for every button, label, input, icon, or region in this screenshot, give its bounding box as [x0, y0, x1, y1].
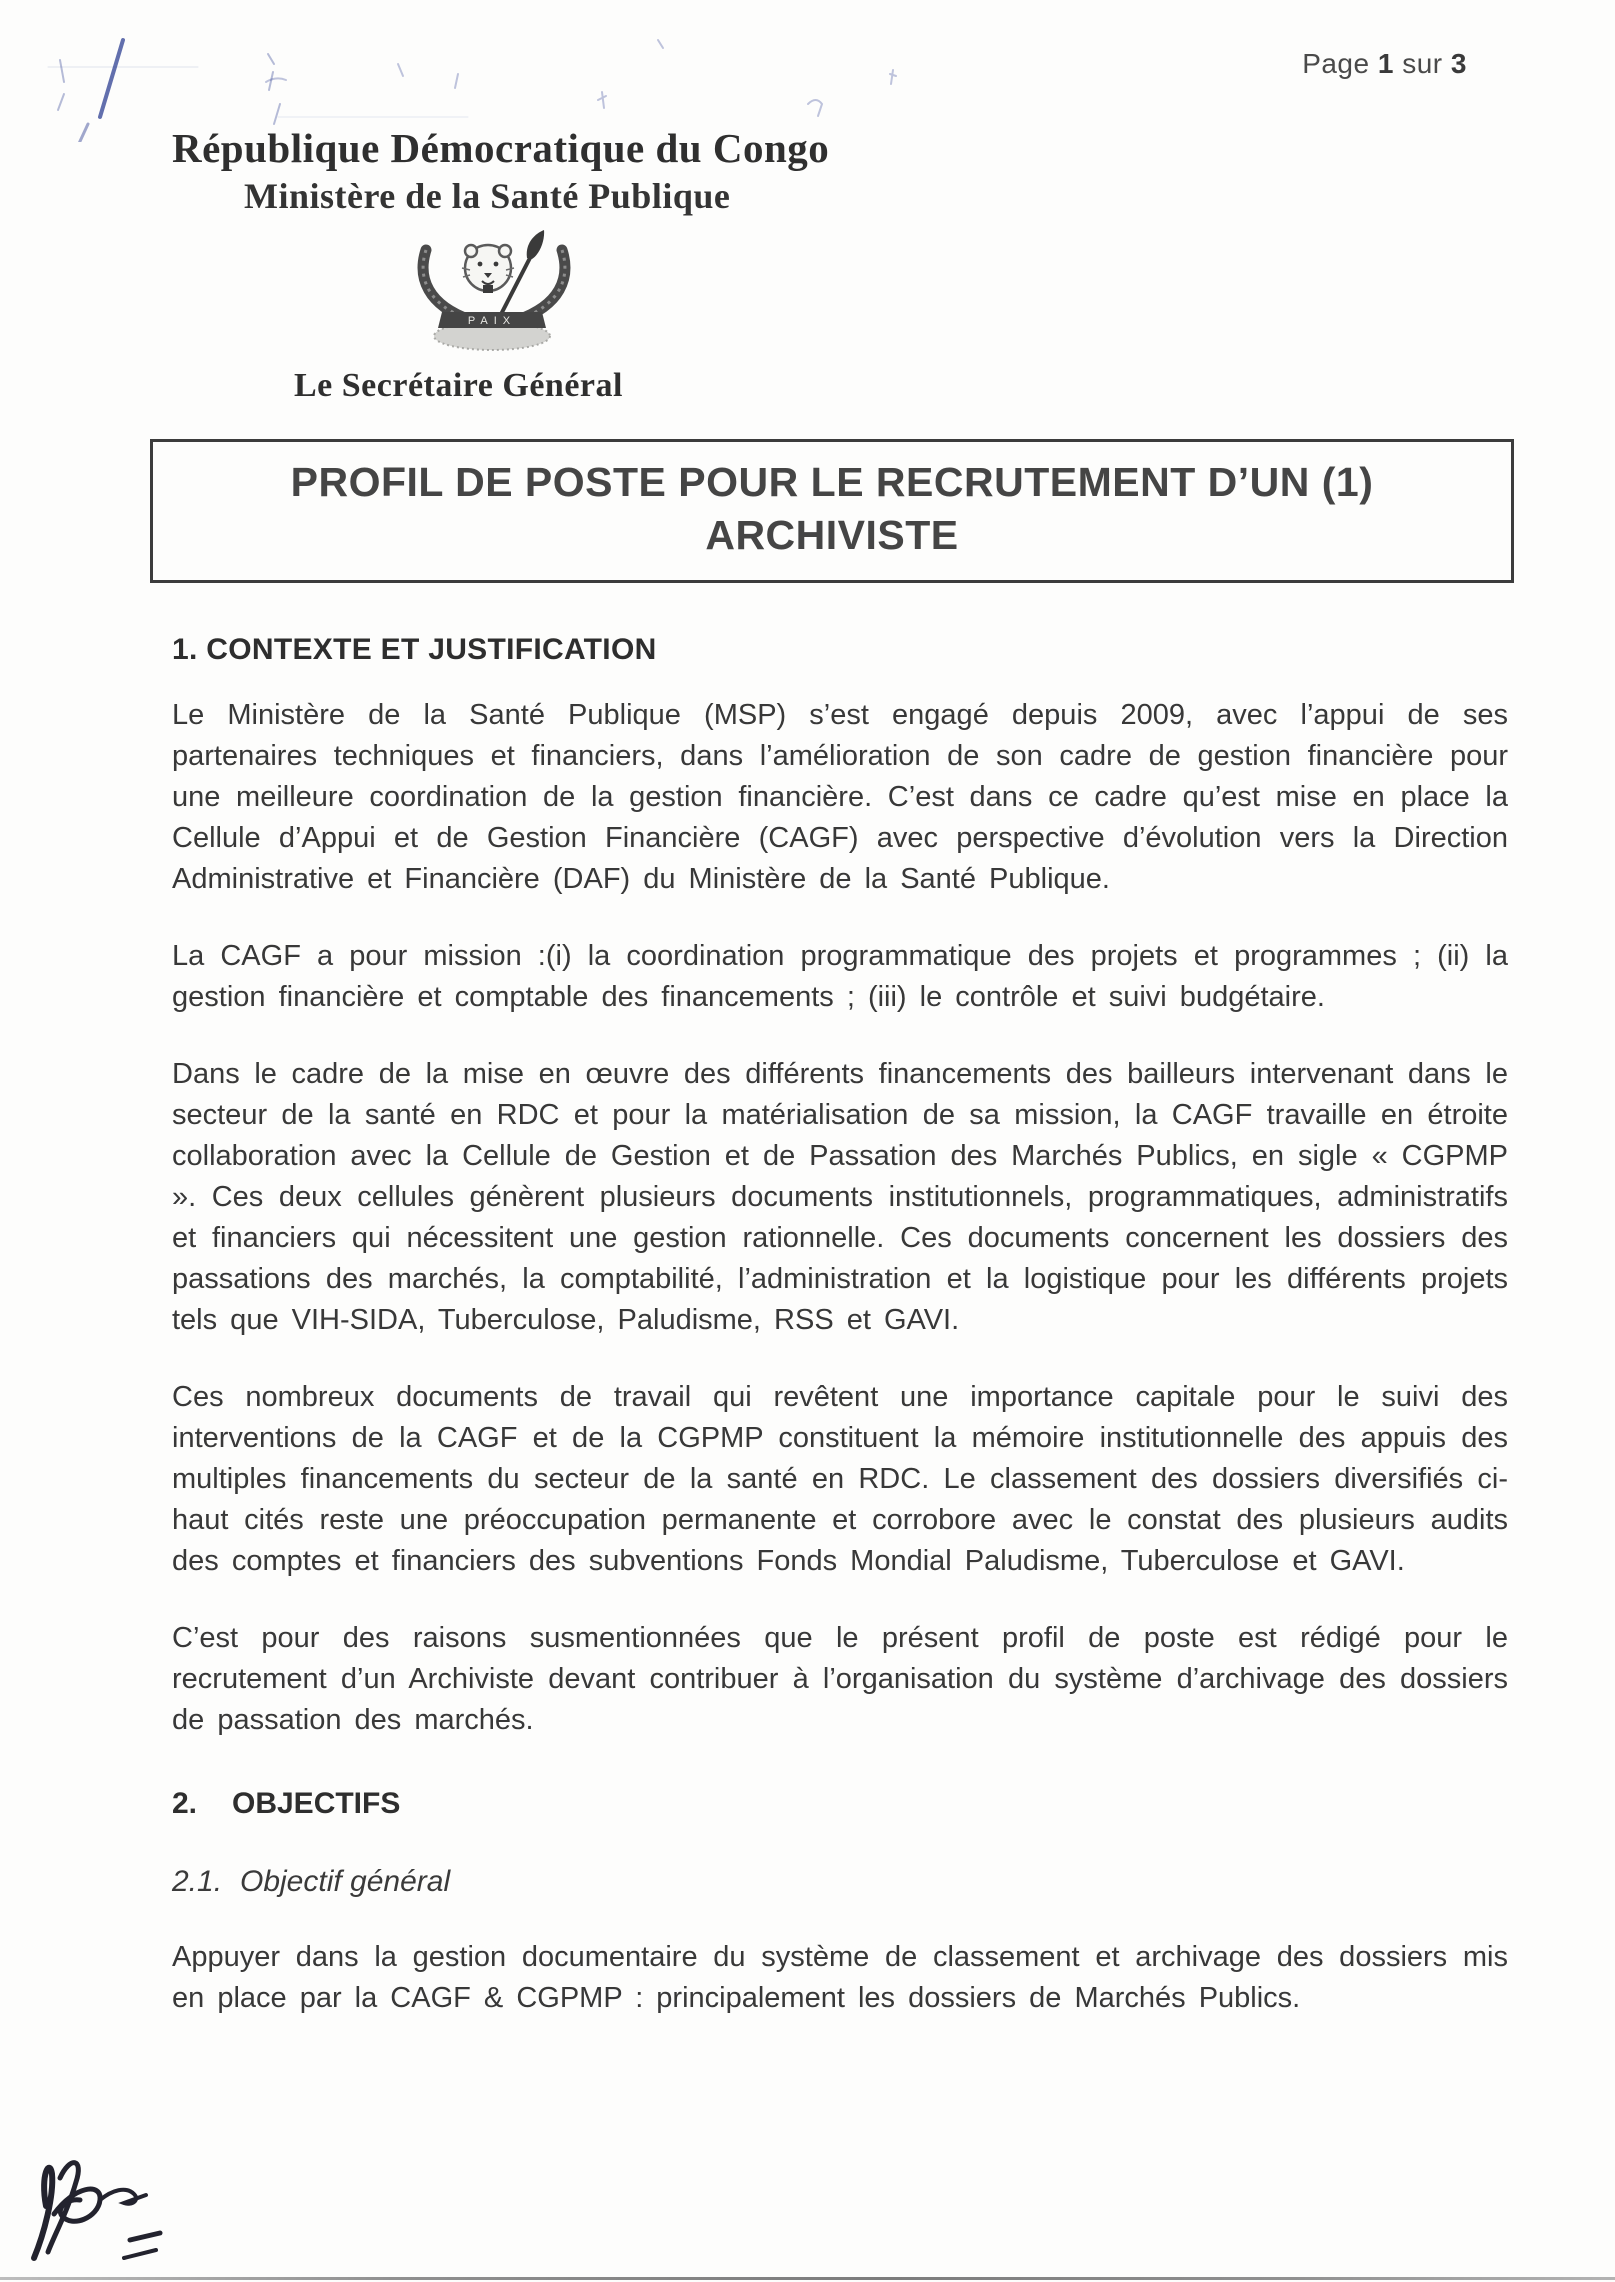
- drc-coat-of-arms: [384, 228, 599, 353]
- body-paragraph: Le Ministère de la Santé Publique (MSP) s’est engagé depuis 2009, avec l’appui de ses partenaires techniques et financiers, dans l’amélioration de son cadre de gestion financière pour une meilleure coordination de la gestion financière. C’est dans ce cadre qu’est mise en place la Cellule d’Appui et de Gestion Financière (CAGF) avec perspective d’évolution vers la Direction Administrative et Financière (DAF) du Ministère de la Santé Publique.: [172, 699, 1508, 895]
- body-paragraph: La CAGF a pour mission :(i) la coordination programmatique des projets et programmes ; (ii) la gestion financière et comptable des financements ; (iii) le contrôle et suivi budgétaire.: [172, 940, 1508, 1013]
- heading-number: 2.: [172, 1787, 198, 1820]
- page-indicator-label: Page: [1302, 48, 1370, 79]
- body-paragraph: Dans le cadre de la mise en œuvre des différents financements des bailleurs intervenant dans le secteur de la santé en RDC et pour la matérialisation de sa mission, la CAGF travaille en étroite collaboration avec la Cellule de Gestion et de Passation des Marchés Publics, en sigle « CGPMP ». Ces deux cellules génèrent plusieurs documents institutionnels, programmatiques, administratifs et financiers qui nécessitent une gestion rationnelle. Ces documents concernent les dossiers des passations des marchés, la comptabilité, l’administration et la logistique pour les différents projets tels que VIH-SIDA, Tuberculose, Paludisme, RSS et GAVI.: [172, 1058, 1508, 1336]
- page-indicator-separator: sur: [1402, 48, 1443, 79]
- subsection-heading: [172, 1863, 1508, 1901]
- body-paragraph: Appuyer dans la gestion documentaire du système de classement et archivage des dossiers mis en place par la CAGF & CGPMP : principalement les dossiers de Marchés Publics.: [172, 1941, 1508, 2014]
- emblem-motto: PAIX: [467, 315, 517, 327]
- header-role: Le Secrétaire Général: [294, 367, 623, 404]
- document-title-box: [150, 439, 1514, 583]
- heading-label: OBJECTIFS: [232, 1787, 401, 1820]
- document-title-line2: ARCHIVISTE: [705, 512, 959, 558]
- header-ministry: Ministère de la Santé Publique: [244, 176, 731, 216]
- heading-number: 2.1.: [172, 1865, 223, 1898]
- page-indicator-total: 3: [1450, 48, 1467, 79]
- emblem-leopard-head: [462, 245, 514, 293]
- section-heading: [172, 1785, 1508, 1823]
- body-paragraph: C’est pour des raisons susmentionnées que le présent profil de poste est rédigé pour le recrutement d’un Archiviste devant contribuer à l’organisation du système d’archivage des dossiers de passation des marchés.: [172, 1622, 1508, 1736]
- scan-edge-line: [0, 2277, 1615, 2280]
- handwritten-initials: [10, 2148, 250, 2273]
- heading-label: Objectif général: [240, 1865, 451, 1898]
- page-indicator: [1302, 48, 1467, 80]
- section-heading: 1. CONTEXTE ET JUSTIFICATION: [172, 633, 657, 666]
- emblem-right-tusk: [518, 250, 565, 320]
- emblem-banner: [438, 312, 546, 328]
- document-title-line1: PROFIL DE POSTE POUR LE RECRUTEMENT D’UN (1): [290, 459, 1374, 505]
- body-paragraph: Ces nombreux documents de travail qui revêtent une importance capitale pour le suivi des interventions de la CAGF et de la CGPMP constituent la mémoire institutionnelle des appuis des multiples financements du secteur de la santé en RDC. Le classement des dossiers diversifiés ci-haut cités reste une préoccupation permanente et corrobore avec le constat des plusieurs audits des comptes et financiers des subventions Fonds Mondial Paludisme, Tuberculose et GAVI.: [172, 1381, 1508, 1577]
- document-body: [172, 631, 1508, 2019]
- emblem-left-tusk: [423, 250, 470, 320]
- header-country: République Démocratique du Congo: [172, 125, 830, 171]
- page-indicator-current: 1: [1377, 48, 1394, 79]
- pen-scribbles: [18, 12, 918, 142]
